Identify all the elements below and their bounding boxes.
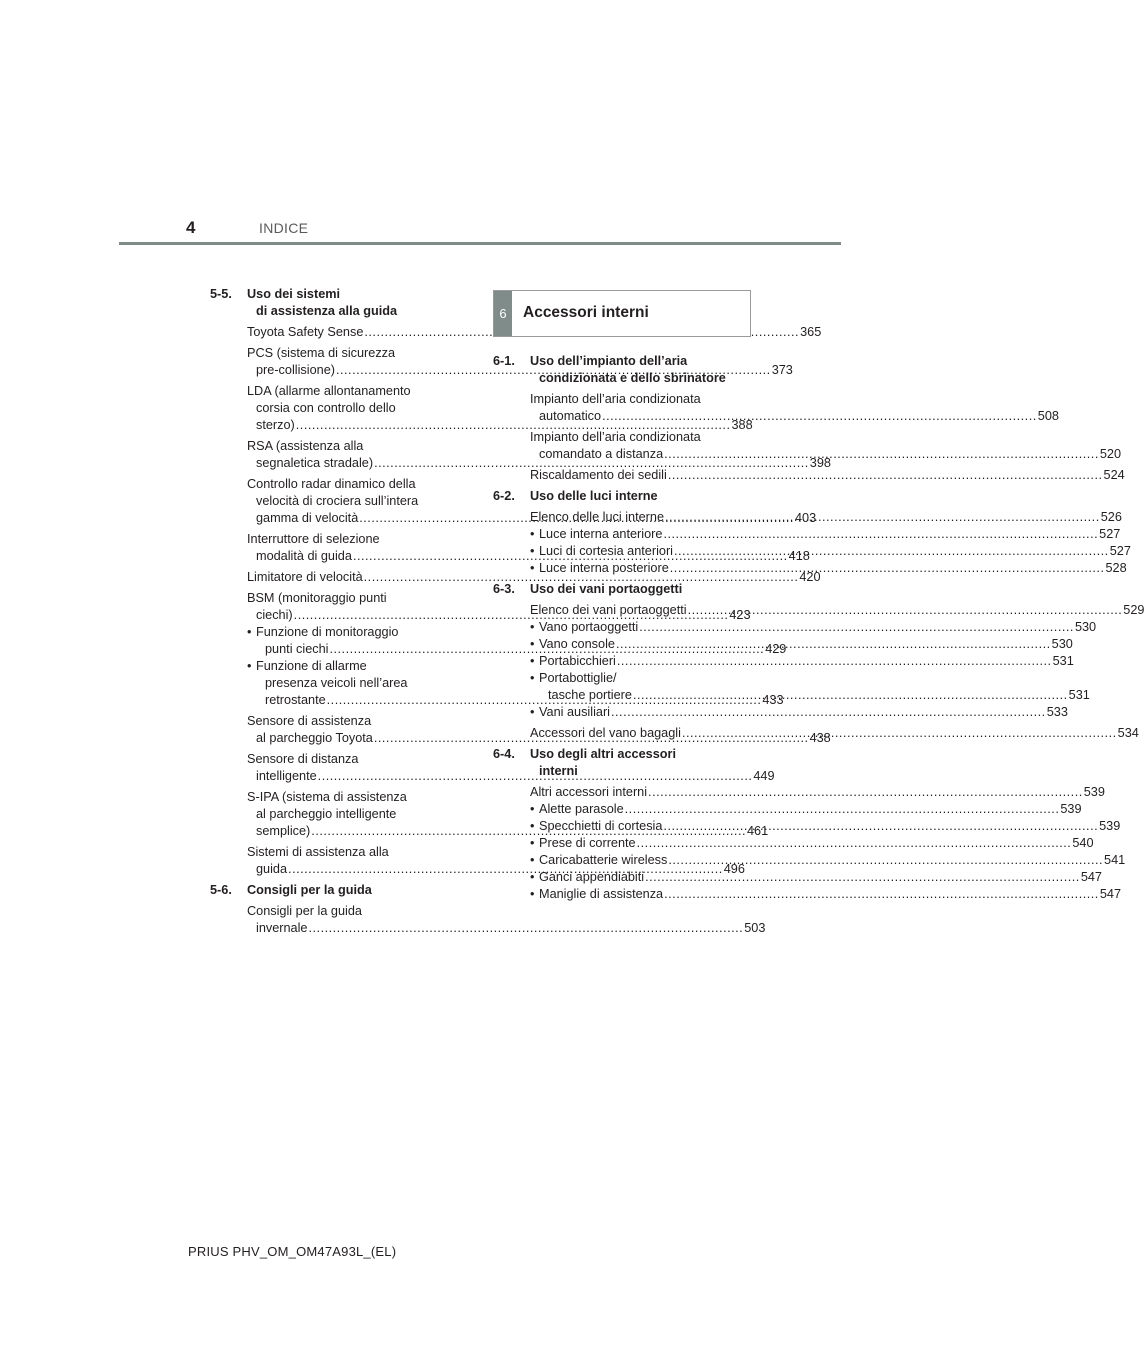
entry-page: 373 — [771, 363, 793, 377]
entry-label-cont: guida — [256, 862, 288, 876]
entry-page: 520 — [1099, 447, 1122, 461]
entry-page: 429 — [765, 642, 787, 656]
entry-label: Funzione di monitoraggio — [256, 625, 399, 639]
entry-label: Portabicchieri — [539, 654, 616, 668]
leader-dots — [637, 835, 1072, 852]
entry-page: 529 — [1123, 603, 1144, 617]
entry-label: Elenco delle luci interne — [530, 510, 665, 524]
entry-page: 541 — [1104, 853, 1126, 867]
leader-dots — [309, 921, 744, 935]
entry-label: Riscaldamento dei sedili — [530, 468, 667, 482]
entry-label-cont: modalità di guida — [256, 549, 352, 563]
leader-dots — [617, 653, 1052, 670]
entry-label: Elenco dei vani portaoggetti — [530, 603, 687, 617]
leader-dots — [648, 784, 1083, 801]
entry-label: Interruttore di selezione — [247, 532, 380, 546]
entry-label-cont: sterzo) — [256, 418, 295, 432]
entry-label-cont: intelligente — [256, 769, 317, 783]
entry-label: Funzione di allarme — [256, 659, 367, 673]
entry-page: 420 — [799, 570, 821, 584]
bullet: • — [530, 853, 535, 867]
section-title: Consigli per la guida — [247, 883, 372, 897]
leader-dots — [625, 801, 1060, 818]
entry-label-cont: velocità di crociera sull’intera — [256, 494, 419, 508]
leader-dots — [611, 704, 1046, 721]
entry-page: 531 — [1052, 654, 1074, 668]
leader-dots — [668, 852, 1103, 869]
entry-label-cont: automatico — [539, 409, 602, 423]
entry-label-cont: presenza veicoli nell’area — [265, 676, 408, 690]
entry-label: Controllo radar dinamico della — [247, 477, 416, 491]
entry-label: BSM (monitoraggio punti — [247, 591, 387, 605]
entry-label: Specchietti di cortesia — [539, 819, 663, 833]
entry-label-cont: tasche portiere — [548, 688, 632, 702]
section-title-cont: di assistenza alla guida — [256, 304, 398, 318]
entry-page: 540 — [1072, 836, 1094, 850]
entry-label: Toyota Safety Sense — [247, 325, 364, 339]
bullet: • — [530, 836, 535, 850]
leader-dots — [663, 526, 1098, 543]
entry-page: 539 — [1083, 785, 1105, 799]
bullet: • — [530, 637, 535, 651]
toc-section-6-3[interactable] — [493, 581, 741, 598]
entry-label: Alette parasole — [539, 802, 624, 816]
bullet: • — [530, 802, 535, 816]
bullet: • — [530, 870, 535, 884]
entry-label: Maniglie di assistenza — [539, 887, 664, 901]
entry-label: Sensore di assistenza — [247, 714, 372, 728]
section-title-cont: interni — [539, 764, 578, 778]
entry-page: 503 — [744, 921, 766, 935]
toc-subentry[interactable] — [493, 886, 1121, 903]
section-number: 6-4. — [493, 747, 515, 761]
section-number: 6-2. — [493, 489, 515, 503]
leader-dots — [663, 818, 1098, 835]
entry-page: 530 — [1074, 620, 1097, 634]
entry-page: 528 — [1105, 561, 1127, 575]
toc-subentry[interactable] — [493, 653, 1074, 670]
entry-page: 547 — [1080, 870, 1102, 884]
section-title: Uso dei vani portaoggetti — [530, 582, 683, 596]
entry-page: 526 — [1100, 510, 1122, 524]
entry-page: 398 — [809, 456, 831, 470]
section-title: Uso delle luci interne — [530, 489, 658, 503]
entry-label-cont: comandato a distanza — [539, 447, 664, 461]
header-title: INDICE — [259, 220, 309, 236]
toc-subentry[interactable] — [493, 526, 1121, 543]
entry-label: Vano console — [539, 637, 615, 651]
entry-label-cont: semplice) — [256, 824, 311, 838]
entry-label: Sensore di distanza — [247, 752, 359, 766]
leader-dots — [616, 636, 1051, 653]
entry-page: 449 — [753, 769, 775, 783]
entry-page: 438 — [809, 731, 831, 745]
section-number: 6-3. — [493, 582, 515, 596]
entry-label-cont: al parcheggio Toyota — [256, 731, 373, 745]
entry-label: Altri accessori interni — [530, 785, 648, 799]
entry-label: Limitatore di velocità — [247, 570, 363, 584]
leader-dots — [665, 509, 1100, 526]
entry-page: 508 — [1037, 409, 1059, 423]
entry-page: 527 — [1109, 544, 1131, 558]
entry-label: Vani ausiliari — [539, 705, 610, 719]
entry-page: 388 — [731, 418, 753, 432]
toc-subentry[interactable] — [493, 619, 1097, 636]
leader-dots — [664, 447, 1099, 461]
toc-section-5-5[interactable] — [210, 286, 458, 320]
toc-entry[interactable] — [210, 569, 821, 586]
leader-dots — [664, 886, 1099, 903]
leader-dots — [670, 560, 1105, 577]
entry-page: 433 — [762, 693, 784, 707]
toc-entry[interactable] — [493, 467, 1125, 484]
bullet: • — [530, 887, 535, 901]
entry-label: Caricabatterie wireless — [539, 853, 668, 867]
entry-page: 524 — [1103, 468, 1125, 482]
entry-page: 533 — [1046, 705, 1068, 719]
section-title: Uso degli altri accessori — [530, 747, 676, 761]
section-title-cont: condizionata e dello sbrinatore — [539, 371, 726, 385]
leader-dots — [602, 409, 1037, 423]
toc-subentry[interactable] — [493, 801, 1082, 818]
header-rule — [119, 242, 841, 245]
chapter-header[interactable] — [493, 290, 751, 337]
entry-label-cont: retrostante — [265, 693, 326, 707]
leader-dots — [688, 602, 1123, 619]
bullet: • — [530, 620, 535, 634]
toc-section-6-2[interactable] — [493, 488, 741, 505]
entry-page: 418 — [788, 549, 810, 563]
chapter-number-tab: 6 — [494, 291, 512, 336]
entry-label: Portabottiglie/ — [539, 671, 617, 685]
entry-label-cont: ciechi) — [256, 608, 293, 622]
section-number: 5-5. — [210, 287, 232, 301]
entry-label-cont: invernale — [256, 921, 308, 935]
section-title: Uso dell’impianto dell’aria — [530, 354, 688, 368]
entry-label: Impianto dell’aria condizionata — [530, 392, 701, 406]
bullet: • — [530, 671, 535, 685]
toc-section-6-4[interactable] — [493, 746, 741, 780]
toc-section-5-6[interactable] — [210, 882, 458, 899]
entry-page: 527 — [1099, 527, 1121, 541]
entry-page: 547 — [1099, 887, 1121, 901]
entry-label: Luce interna posteriore — [539, 561, 669, 575]
entry-label: Consigli per la guida — [247, 904, 362, 918]
leader-dots — [682, 725, 1117, 742]
section-number: 5-6. — [210, 883, 232, 897]
entry-label: Impianto dell’aria condizionata — [530, 430, 701, 444]
bullet: • — [247, 625, 252, 639]
leader-dots — [668, 467, 1103, 484]
leader-dots — [639, 619, 1074, 636]
toc-subentry[interactable] — [493, 704, 1068, 721]
bullet: • — [530, 544, 535, 558]
entry-page: 530 — [1051, 637, 1073, 651]
entry-page: 365 — [800, 325, 822, 339]
entry-label: S-IPA (sistema di assistenza — [247, 790, 407, 804]
entry-label: Luce interna anteriore — [539, 527, 663, 541]
entry-page: 531 — [1068, 688, 1090, 702]
page-number: 4 — [186, 218, 196, 237]
entry-label: LDA (allarme allontanamento — [247, 384, 411, 398]
entry-label: Sistemi di assistenza alla — [247, 845, 389, 859]
entry-label-cont: al parcheggio intelligente — [256, 807, 397, 821]
section-number: 6-1. — [493, 354, 515, 368]
toc-entry[interactable] — [210, 903, 766, 937]
entry-label: Ganci appendiabiti — [539, 870, 645, 884]
entry-label: RSA (assistenza alla — [247, 439, 364, 453]
entry-label: PCS (sistema di sicurezza — [247, 346, 396, 360]
leader-dots — [674, 543, 1109, 560]
bullet: • — [530, 527, 535, 541]
entry-label: Luci di cortesia anteriori — [539, 544, 673, 558]
leader-dots — [633, 688, 1068, 702]
entry-label: Vano portaoggetti — [539, 620, 639, 634]
toc-section-6-1[interactable] — [493, 353, 741, 387]
entry-label-cont: segnaletica stradale) — [256, 456, 374, 470]
entry-label-cont: punti ciechi — [265, 642, 329, 656]
entry-label: Accessori del vano bagagli — [530, 726, 681, 740]
entry-page: 534 — [1117, 726, 1139, 740]
bullet: • — [530, 654, 535, 668]
toc-subentry[interactable] — [493, 835, 1094, 852]
entry-page: 461 — [747, 824, 769, 838]
entry-page: 403 — [794, 511, 817, 525]
entry-page: 539 — [1060, 802, 1082, 816]
entry-page: 496 — [723, 862, 745, 876]
toc-entry[interactable] — [493, 784, 1105, 801]
bullet: • — [530, 819, 535, 833]
section-title: Uso dei sistemi — [247, 287, 341, 301]
footer-document-code: PRIUS PHV_OM_OM47A93L_(EL) — [188, 1244, 397, 1259]
entry-page: 423 — [729, 608, 751, 622]
leader-dots — [645, 869, 1080, 886]
entry-page: 539 — [1099, 819, 1121, 833]
entry-label-cont: gamma di velocità — [256, 511, 359, 525]
entry-label-cont: pre-collisione) — [256, 363, 335, 377]
entry-label-cont: corsia con controllo dello — [256, 401, 396, 415]
bullet: • — [530, 705, 535, 719]
bullet: • — [247, 659, 252, 673]
toc-entry[interactable] — [210, 324, 822, 341]
chapter-title: Accessori interni — [523, 304, 649, 321]
entry-label: Prese di corrente — [539, 836, 636, 850]
bullet: • — [530, 561, 535, 575]
